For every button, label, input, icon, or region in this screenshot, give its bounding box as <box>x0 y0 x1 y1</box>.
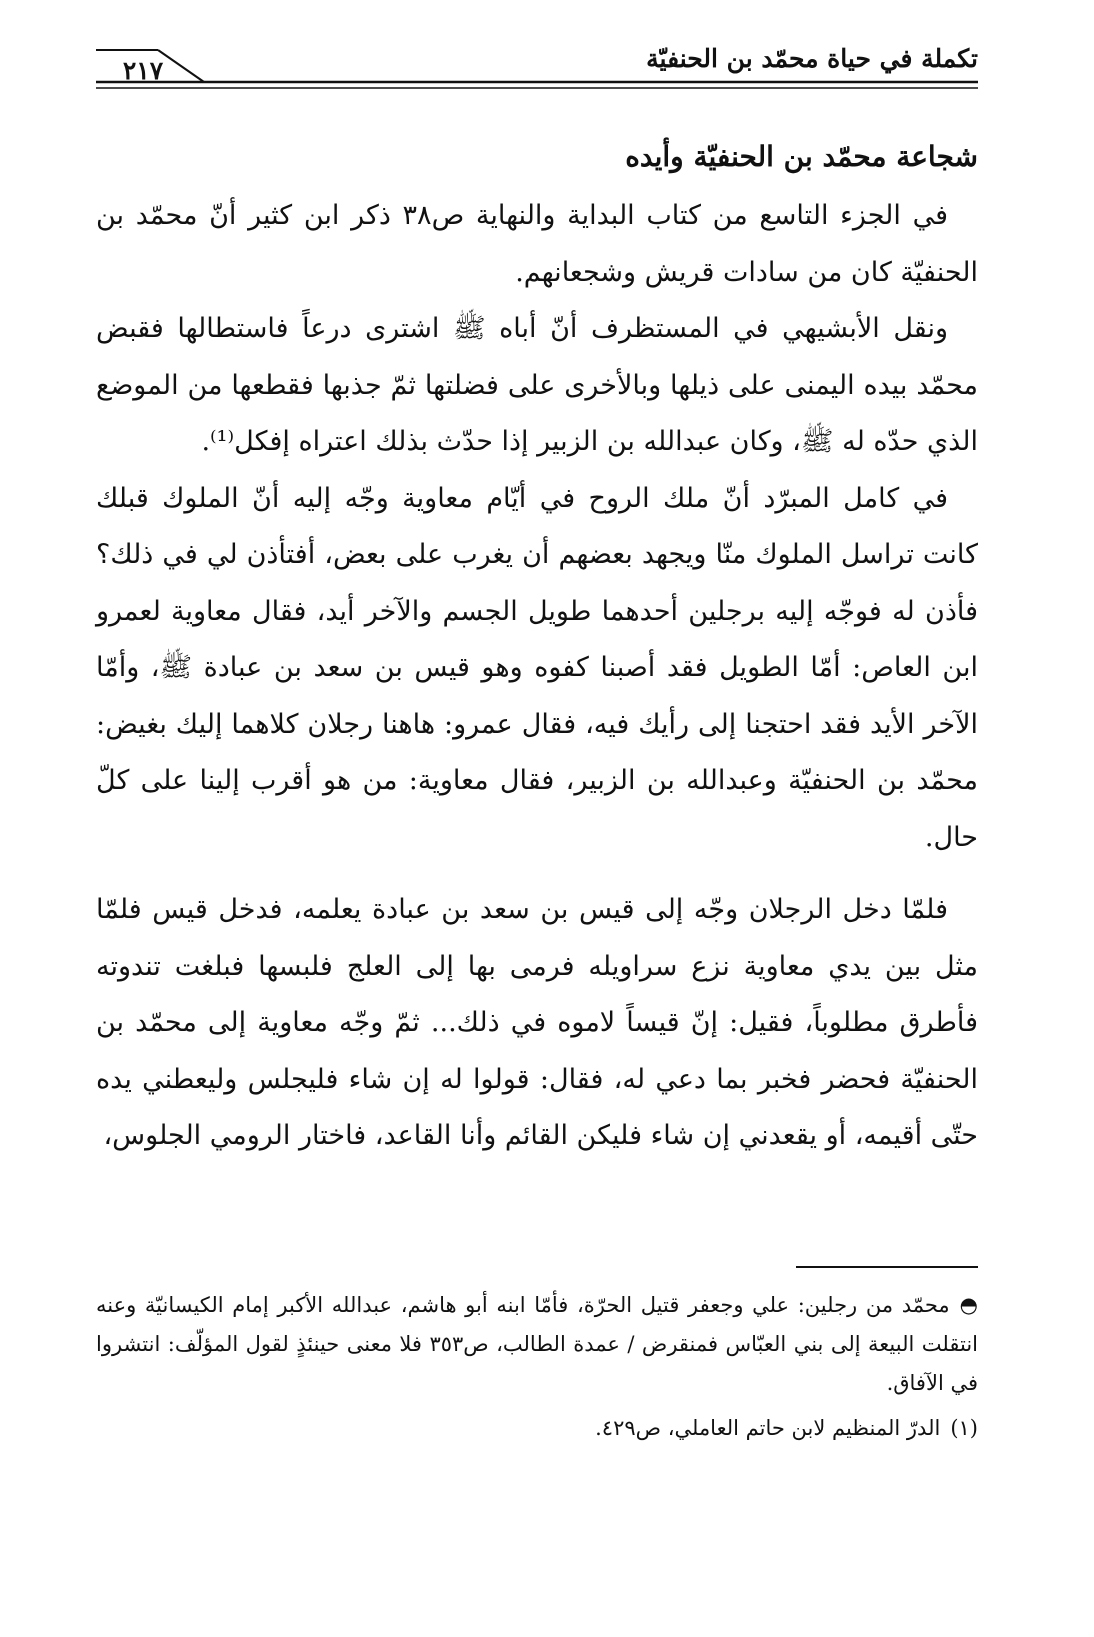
page-number: ٢١٧ <box>122 56 164 85</box>
paragraph: ونقل الأبشيهي في المستظرف أنّ أباه ﷺ اشترى درعاً فاستطالها فقبض محمّد بيده اليمنى على ذيلها وبالأخرى على فضلتها ثمّ جذبها فقطعها من الموضع الذي حدّه له ﷺ، وكان عبدالله بن الزبير إذا حدّث بذلك اعتراه إفكل⁽¹⁾. <box>96 313 978 457</box>
footnote-separator <box>796 1266 978 1268</box>
footnote-unnumbered <box>96 1286 978 1403</box>
footnote-text: الدرّ المنظيم لابن حاتم العاملي، ص٤٢٩. <box>595 1416 941 1440</box>
main-text <box>96 132 978 1165</box>
footnote-1 <box>96 1409 978 1448</box>
running-title: تكملة في حياة محمّد بن الحنفيّة <box>646 44 978 73</box>
paragraph: فلمّا دخل الرجلان وجّه إلى قيس بن سعد بن عبادة يعلمه، فدخل قيس فلمّا مثل بين يدي معاوية نزع سراويله فرمى بها إلى العلج فلبسها فبلغت تندوته فأطرق مطلوباً، فقيل: إنّ قيساً لاموه في ذلك... ثمّ وجّه معاوية إلى محمّد بن الحنفيّة فحضر فخبر بما دعي له، فقال: قولوا له إن شاء فليجلس وليعطني يده حتّى أقيمه، أو يقعدني إن شاء فليكن القائم وأنا القاعد، فاختار الرومي الجلوس، <box>96 894 978 1151</box>
footnote-marker-icon: ◓ <box>959 1293 978 1317</box>
paragraph: في كامل المبرّد أنّ ملك الروح في أيّام معاوية وجّه إليه أنّ الملوك قبلك كانت تراسل الملوك منّا ويجهد بعضهم أن يغرب على بعض، أفتأذن لي في ذلك؟ فأذن له فوجّه إليه برجلين أحدهما طويل الجسم والآخر أيد، فقال معاوية لعمرو ابن العاص: أمّا الطويل فقد أصبنا كفوه وهو قيس بن سعد بن عبادة ﷺ، وأمّا الآخر الأيد فقد احتجنا إلى رأيك فيه، فقال عمرو: هاهنا رجلان كلاهما إليك بغيض: محمّد بن الحنفيّة وعبدالله بن الزبير، فقال معاوية: من هو أقرب إلينا على كلّ حال. <box>96 482 978 853</box>
page-header <box>96 38 978 96</box>
footnotes <box>96 1286 978 1448</box>
footnote-number: (١) <box>950 1416 978 1440</box>
paragraph: في الجزء التاسع من كتاب البداية والنهاية ص٣٨ ذكر ابن كثير أنّ محمّد بن الحنفيّة كان من سادات قريش وشجعانهم. <box>96 200 978 288</box>
footnote-text: محمّد من رجلين: علي وجعفر قتيل الحرّة، فأمّا ابنه أبو هاشم، عبدالله الأكبر إمام الكيسانيّة وعنه انتقلت البيعة إلى بني العبّاس فمنقرض / عمدة الطالب، ص٣٥٣ فلا معنى حينئذٍ لقول المؤلّف: انتشروا في الآفاق. <box>96 1293 979 1395</box>
section-heading: شجاعة محمّد بن الحنفيّة وأيده <box>625 140 978 173</box>
